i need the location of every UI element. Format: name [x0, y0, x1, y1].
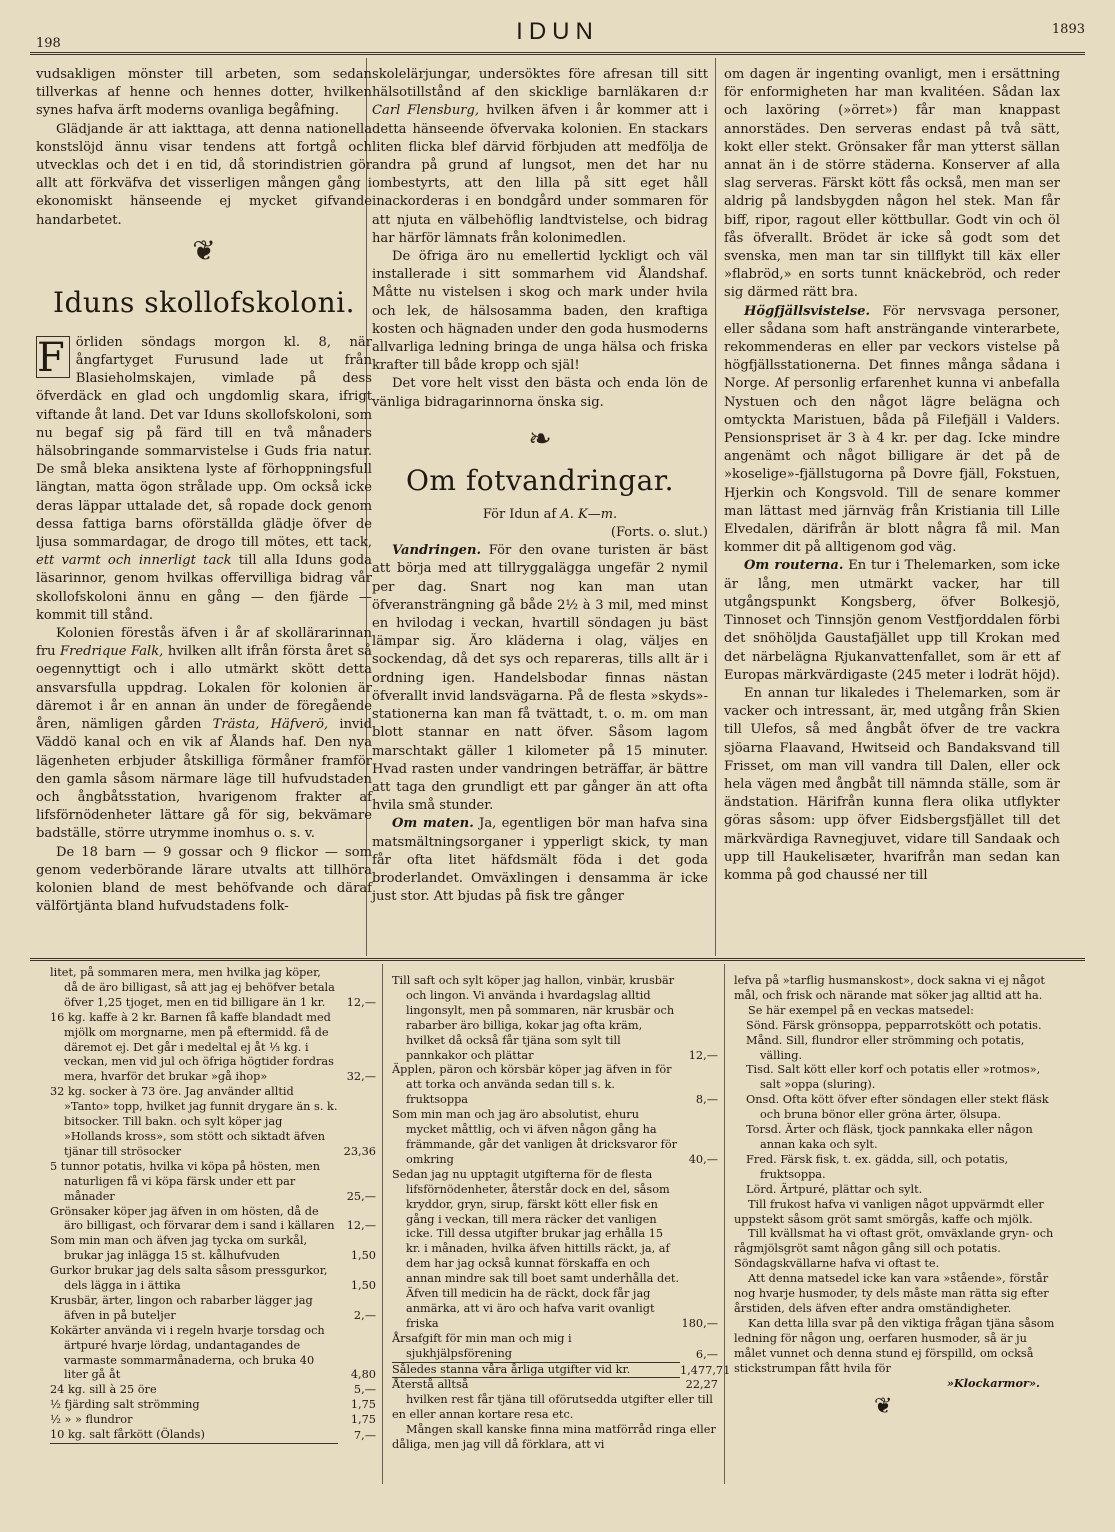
expense-amount: 12,— — [346, 1219, 376, 1233]
expense-row — [50, 1294, 376, 1324]
expense-amount: 25,— — [346, 1189, 376, 1203]
expense-row — [50, 1234, 376, 1264]
column-1 — [36, 66, 372, 916]
paragraph: F örliden söndags morgon kl. 8, när ångfartyget Furusund lade ut från Blasieholmskajen, vimlade på dess öfverdäck en glad och ungdomlig skara, ifrigt viftande åt land. Det var Iduns skollofskoloni, som nu begaf sig på färd till en två månaders hälsobringande sommarvistelse i Guds fria natur. De små bleka ansiktena lyste af förhoppningsfull längtan, matta ögon strålade upp. Om också icke deras läppar uttalade det, så ropade dock genom dessa fattiga barns oförställda glädje öfver de ljusa sommardagar, de drogo till mötes, ett tack, ett varmt och innerligt tack till alla Iduns goda läsarinnor, genom hvilkas offervilliga bidrag vår skollofskoloni ännu en gång — den fjärde — kommit till stånd. — [36, 334, 372, 623]
expense-amount: 12,— — [346, 995, 376, 1009]
expense-amount: 22,27 — [685, 1378, 718, 1392]
expense-row — [50, 1413, 376, 1428]
paragraph: vudsakligen mönster till arbeten, som sedan tillverkas af henne och hennes dotter, hvilken synes hafva ärft moderns ovanliga begåfning. — [36, 67, 372, 119]
fleuron-ornament-icon: ❦ — [874, 1394, 893, 1420]
header-rule — [30, 52, 1085, 55]
expense-amount: 1,477,71 — [680, 1363, 731, 1377]
byline: För Idun af A. K—m. — [482, 506, 618, 522]
expense-row — [50, 1398, 376, 1413]
paragraph: Glädjande är att iakttaga, att denna nationella konstslöjd ännu visar tendens att fortgå och utvecklas och det i en tid, då storindistrien gör allt att förkväfva det visserligen mången gång i ekonomiskt hänseende ej mycket gifvande handarbetet. — [36, 121, 372, 228]
paragraph: lefva på »tarflig husmanskost», dock sakna vi ej något mål, och frisk och närande mat söker jag alltid att ha. — [734, 974, 1045, 1002]
fleuron-ornament-icon: ❧ — [528, 421, 552, 455]
menu-day: Torsd. Ärter och fläsk, tjock pannkaka eller någon annan kaka och sylt. — [746, 1123, 1033, 1151]
expense-description: litet, på sommaren mera, men hvilka jag köper, då de äro billigast, så att jag ej behöfver betala öfver 1,25 tjoget, men en tid billigare än 1 kr. — [50, 966, 335, 1009]
section-rule — [30, 958, 1085, 961]
column-2 — [372, 66, 708, 906]
expense-row — [392, 1108, 718, 1168]
paragraph: Mången skall kanske finna mina matförråd ringa eller dåliga, men jag vill då förklara, att vi — [392, 1423, 716, 1452]
expense-description: Kokärter använda vi i regeln hvarje torsdag och ärtpuré hvarje lördag, undantagandes de varmaste sommarmånaderna, och bruka 40 liter gå åt — [50, 1323, 325, 1382]
expense-row — [50, 1160, 376, 1205]
paragraph: Vandringen. För den ovane turisten är bäst att börja med att tillryggalägga ungefär 2 nymil per dag. Snart nog kan man utan öfveransträngning gå både 2½ à 3 mil, med minst en hvilodag i veckan, hvartill söndagen ju bäst lämpar sig. Äro kläderna i olag, väljes en sockendag, då det sys och repareras, tills allt är i ordning igen. Handelsbodar finnas nästan öfverallt invid landsvägarna. På de flesta »skyds»-stationerna kan man få tvättadt, t. o. m. om man blott stannar en natt öfver. Såsom lagom marschtakt gäller 1 kilometer på 15 minuter. Hvad rasten under vandringen beträffar, är bättre att taga den grundligt ett par gånger än att ofta hvila små stunder. — [372, 543, 708, 814]
expense-description: ½ » » flundror — [50, 1413, 133, 1427]
expense-description: Årsafgift för min man och mig i sjukhjälpsförening — [392, 1332, 680, 1363]
paragraph: Om routerna. En tur i Thelemarken, som icke är lång, men utmärkt vacker, har till utgångspunkt Kongsberg, öfver Bolkesjö, Tinnoset och Tinnsjön genom Vestfjorddalen förbi det snöhöljda Gaustafjället upp till Krokan med det närbelägna Rjukanvattenfallet, som är ett af Europas märkvärdigaste (245 meter i lodrät höjd). — [724, 558, 1061, 683]
menu-day: Onsd. Ofta kött öfver efter söndagen eller stekt fläsk och bruna bönor eller gröna ärter, ölsupa. — [746, 1093, 1049, 1122]
expense-amount: 4,80 — [350, 1368, 376, 1382]
expense-row — [50, 1011, 376, 1086]
article-heading: Iduns skollofskoloni. — [52, 285, 356, 319]
expense-amount: 1,75 — [350, 1413, 376, 1427]
expense-row — [50, 966, 376, 1011]
paragraph: Om maten. Ja, egentligen bör man hafva sina matsmältningsorganer i ypperligt skick, ty man får ofta litet häfdsmält föda i det goda broderlandet. Omväxlingen i densamma är icke just stor. Att bjudas på fisk tre gånger — [372, 816, 708, 905]
paragraph: En annan tur likaledes i Thelemarken, som är vacker och intressant, är, med utgång från Skien till Ulefos, så med ångbåt öfver de tre vackra sjöarna Flaavand, Hwitseid och Bandaksvand till Frisset, om man vill vandra till Dalen, eller ock hela vägen med ångbåt till nämnda ställe, som är ändstation. Härifrån kunna flera olika utflykter göras såsom: upp öfver Eidsbergsfjället till det märkvärdiga Ravnegjuvet, vidare till Sandaak och upp till Haukelisæter, hvarifrån man sedan kan komma på god chaussé ner till — [724, 685, 1060, 883]
paragraph: Det vore helt visst den bästa och enda lön de vänliga bidragarinnorna önska sig. — [372, 376, 708, 410]
menu-day: Sönd. Färsk grönsoppa, pepparrotskött och potatis. — [746, 1018, 1042, 1032]
article-heading: Om fotvandringar. — [405, 463, 675, 497]
menu-column — [734, 974, 1060, 1419]
expense-row — [50, 1205, 376, 1235]
paragraph: Till kvällsmat ha vi oftast gröt, omväxlande gryn- och rågmjölsgröt samt någon gång sill och potatis. Söndagskvällarne hafva vi oftast te. — [734, 1227, 1054, 1271]
continuation-note: (Forts. o. slut.) — [610, 525, 708, 541]
paragraph: Kan detta lilla svar på den viktiga frågan tjäna såsom ledning för någon ung, oerfaren husmoder, så är ju målet vunnet och denna stund ej förspilld, om också stickstrumpan fått hvila för — [734, 1316, 1055, 1375]
expense-row — [392, 974, 718, 1063]
paragraph: De öfriga äro nu emellertid lyckligt och väl installerade i sitt sommarhem vid Ålandshaf. Måtte nu vistelsen i skog och mark under hvila och lek, de hälsosamma baden, den kraftiga kosten och hägnaden under den goda husmoderns allvarliga ledning bringa de unga hälsa och friska krafter till både kropp och själ! — [372, 249, 708, 374]
expense-row — [392, 1332, 718, 1363]
expense-description: Äpplen, päron och körsbär köper jag äfven in för att torka och använda sedan till s. k. fruktsoppa — [392, 1063, 672, 1107]
expense-description: 24 kg. sill à 25 öre — [50, 1383, 157, 1397]
expense-amount: 5,— — [353, 1383, 376, 1397]
column-divider — [382, 964, 383, 1484]
expense-description: 10 kg. salt fårkött (Ölands) — [50, 1428, 338, 1444]
expense-description: ½ fjärding salt strömming — [50, 1398, 200, 1412]
expense-description: Gurkor brukar jag dels salta såsom pressgurkor, dels lägga in i ättika — [50, 1264, 328, 1293]
expense-amount: 40,— — [688, 1152, 718, 1166]
expense-row — [50, 1383, 376, 1398]
expense-amount: 12,— — [688, 1048, 718, 1062]
paragraph: De 18 barn — 9 gossar och 9 flickor — som genom vederbörande lärare utvalts att tillhöra kolonien bland de mest behöfvande och däraf välförtjänta bland hufvudstadens folk- — [36, 844, 372, 915]
fleuron-ornament-icon: ❦ — [192, 233, 216, 267]
column-divider — [715, 58, 716, 956]
drop-cap: F — [36, 336, 70, 378]
paragraph: om dagen är ingenting ovanligt, men i ersättning för enformigheten har man kvalitéen. Sådan lax och laxöring (»örret») får man knappast annorstädes. Den serveras endast på två sätt, kokt eller stekt. Grönsaker får man ytterst sällan annat än i de större städerna. Konserver af alla slag serveras. Färskt kött fås också, men man ser aldrig på landsbygden någon hel stek. Man får biff, ripor, ragout eller köttbullar. Godt vin och öl fås öfverallt. Brödet är icke så godt som det svenska, men man tar sin tillflykt till käx eller »flabröd,» en sorts tunnt knäckebröd, och reder sig därmed rätt bra. — [724, 67, 1060, 301]
column-divider — [724, 964, 725, 1484]
expense-amount: 23,36 — [343, 1144, 376, 1158]
expense-description: Återstå alltså — [392, 1378, 469, 1392]
expense-amount: 1,50 — [350, 1279, 376, 1293]
expense-description: Således stanna våra årliga utgifter vid kr. — [392, 1363, 680, 1379]
expense-row — [392, 1168, 718, 1332]
expense-description: 5 tunnor potatis, hvilka vi köpa på hösten, men naturligen få vi köpa färsk under ett par månader — [50, 1159, 321, 1203]
expense-row — [392, 1362, 731, 1379]
menu-day: Fred. Färsk fisk, t. ex. gädda, sill, och potatis, fruktsoppa. — [746, 1152, 1009, 1181]
paragraph: hvilken rest får tjäna till oförutsedda utgifter eller till en eller annan kortare resa etc. — [392, 1393, 713, 1422]
expense-amount: 180,— — [681, 1316, 718, 1330]
expense-description: 16 kg. kaffe à 2 kr. Barnen få kaffe blandadt med mjölk om morgnarne, men på eftermidd. få de däremot ej. Det går i medeltal ej åt ⅓ kg. i veckan, men vid jul och öfriga högtider fordras mera, hvarför det brukar »gå ihop» — [50, 1010, 334, 1084]
menu-day: Månd. Sill, flundror eller strömming och potatis, välling. — [746, 1033, 1025, 1062]
expense-amount: 1,75 — [350, 1398, 376, 1412]
expense-amount: 8,— — [695, 1093, 718, 1107]
paragraph: Se här exempel på en veckas matsedel: — [748, 1003, 974, 1017]
expense-row — [50, 1264, 376, 1294]
signature: »Klockarmor». — [946, 1376, 1040, 1391]
expense-amount: 32,— — [346, 1070, 376, 1084]
paragraph: Kolonien förestås äfven i år af skollärarinnan fru Fredrique Falk, hvilken allt ifrån första året så oegennyttigt och i allo utmärkt skött detta ansvarsfulla uppdrag. Lokalen för kolonien är däremot i år en annan än under de föregående åren, nämligen gården Trästa, Häfverö, invid Väddö kanal och en vik af Ålands haf. Den nya lägenheten erbjuder åtskilliga förmåner framför den gamla såsom närmare läge till hufvudstaden och ångbåtsstation, hvarigenom frakter af lifsförnödenheter lättare gå för sig, bekvämare badställe, större utrymme inomhus o. s. v. — [36, 626, 372, 842]
page-number-left: 198 — [36, 36, 61, 51]
expense-row — [50, 1085, 376, 1160]
column-3 — [724, 66, 1060, 885]
expense-description: Som min man och äfven jag tycka om surkål, brukar jag inlägga 15 st. kålhufvuden — [50, 1234, 308, 1263]
expense-description: 32 kg. socker à 73 öre. Jag använder alltid »Tanto» topp, hvilket jag funnit drygare än s. k. bitsocker. Till bakn. och sylt köper jag »Hollands kross», som stött och siktadt äfven tjänar till strösocker — [50, 1085, 338, 1158]
expense-amount: 6,— — [695, 1347, 718, 1361]
weekly-menu — [734, 1019, 1060, 1198]
paragraph: skolelärjungar, undersöktes före afresan till sitt hälsotillstånd af den skicklige barnläkaren d:r Carl Flensburg, hvilken äfven i år kommer att i detta hänseende öfvervaka kolonien. En stackars liten flicka blef därvid förbjuden att medfölja de andra på grund af lungsot, men det har nu ombestyrts, att den lilla på sitt eget håll inackorderas i en bondgård under sommaren för att njuta en välbehöflig landtvistelse, och bidrag har härför lämnats från kolonimedlen. — [372, 67, 708, 246]
expense-list-1 — [50, 966, 376, 1444]
expense-description: Grönsaker köper jag äfven in om hösten, då de äro billigast, och förvarar dem i sand i källaren — [50, 1204, 335, 1233]
expense-amount: 2,— — [353, 1308, 376, 1322]
expense-amount: 7,— — [353, 1429, 376, 1443]
expense-row — [50, 1428, 376, 1444]
expense-row — [50, 1324, 376, 1384]
menu-day: Lörd. Ärtpuré, plättar och sylt. — [746, 1182, 923, 1196]
paragraph: Att denna matsedel icke kan vara »stående», förstår nog hvarje husmoder, ty dels måste man rätta sig efter årstiden, dels äfven efter andra omständigheter. — [734, 1272, 1049, 1315]
paragraph: Till frukost hafva vi vanligen något uppvärmdt eller uppstekt såsom gröt samt smörgås, kaffe och mjölk. — [734, 1197, 1044, 1226]
expense-amount: 1,50 — [350, 1249, 376, 1263]
paragraph: Högfjällsvistelse. För nervsvaga personer, eller sådana som haft ansträngande vinterarbete, rekommenderas en eller par veckors vistelse på högfjällsstationerna. Det finnes många sådana i Norge. Af personlig erfarenhet kunna vi anbefalla Nystuen och den något lägre belägna och omtyckta Maristuen, båda på Filefjäll i Valders. Pensionspriset är 3 à 4 kr. per dag. Icke mindre angenämt och något billigare är det på de »koselige»-fjällstugorna på Dovre fjäll, Fokstuen, Hjerkin och Kongsvold. Till de senare kommer man lättast med järnväg från Kristiania till Lille Elvedalen, därifrån är blott några få mil. Man kommer dit på alltigenom god väg. — [724, 303, 1060, 556]
menu-day: Tisd. Salt kött eller korf och potatis eller »rotmos», salt »oppa (sluring). — [746, 1063, 1041, 1092]
masthead-title: IDUN — [516, 18, 599, 45]
expense-description: Krusbär, ärter, lingon och rabarber lägger jag äfven in på buteljer — [50, 1293, 313, 1322]
expense-description: Som min man och jag äro absolutist, ehuru mycket måttlig, och vi äfven någon gång ha främmande, går det vanligen åt dricksvaror för omkring — [392, 1108, 678, 1166]
page-header — [30, 18, 1085, 58]
expense-list-2 — [392, 974, 731, 1453]
page-number-right: 1893 — [1051, 22, 1085, 37]
expense-description: Till saft och sylt köper jag hallon, vinbär, krusbär och lingon. Vi använda i hvardagslag alltid lingonsylt, men på sommaren, när krusbär och rabarber äro billiga, kokar jag ofta kräm, hvilket då också får tjäna som sylt till pannkakor och plättar — [392, 974, 675, 1062]
expense-row — [392, 1063, 718, 1108]
expense-row — [392, 1378, 718, 1393]
expense-description: Sedan jag nu upptagit utgifterna för de flesta lifsförnödenheter, återstår dock en del, såsom kryddor, gryn, sirup, färskt kött eller fisk en gång i veckan, till mera räcker det vanligen icke. Till dessa utgifter brukar jag erhålla 15 kr. i månaden, hvilka äfven hittills räckt, ja, af dem har jag också kunnat förskaffa en och annan mindre sak till boet samt underhålla det. Äfven till medicin ha de räckt, dock får jag anmärka, att vi äro och hafva varit ovanligt friska — [392, 1167, 680, 1330]
